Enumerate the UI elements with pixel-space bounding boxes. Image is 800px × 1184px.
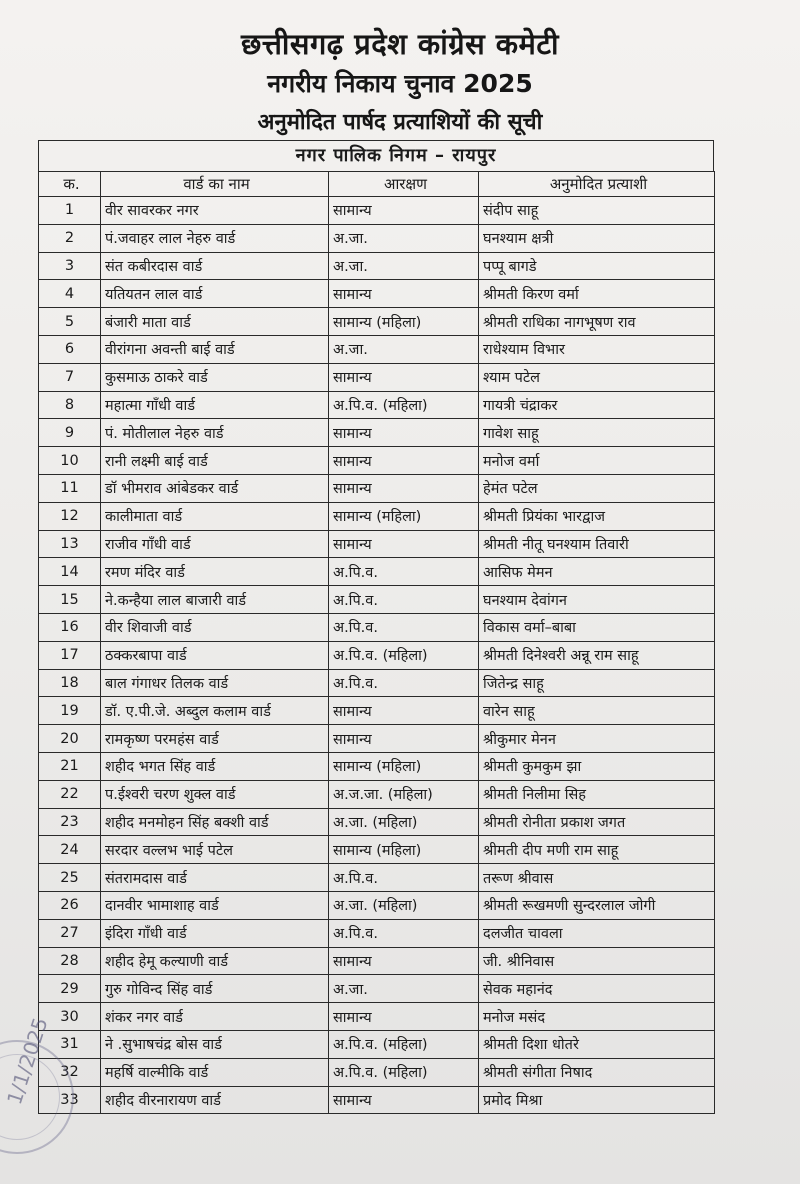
table-row [39, 1030, 715, 1058]
cell-reservation: सामान्य (महिला) [329, 502, 479, 530]
cell-serial: 28 [39, 947, 101, 975]
cell-candidate: जितेन्द्र साहू [479, 669, 715, 697]
table-row [39, 502, 715, 530]
table-row [39, 335, 715, 363]
cell-reservation: अ.पि.व. (महिला) [329, 1030, 479, 1058]
cell-ward-name: महर्षि वाल्मीकि वार्ड [101, 1058, 329, 1086]
cell-candidate: वारेन साहू [479, 697, 715, 725]
cell-reservation: अ.जा. [329, 975, 479, 1003]
cell-reservation: सामान्य (महिला) [329, 308, 479, 336]
table-row [39, 224, 715, 252]
cell-ward-name: सरदार वल्लभ भाई पटेल [101, 836, 329, 864]
cell-ward-name: शहीद हेमू कल्याणी वार्ड [101, 947, 329, 975]
cell-candidate: श्रीमती रोनीता प्रकाश जगत [479, 808, 715, 836]
table-row [39, 558, 715, 586]
cell-ward-name: रमण मंदिर वार्ड [101, 558, 329, 586]
cell-candidate: संदीप साहू [479, 197, 715, 225]
document-subtitle: नगरीय निकाय चुनाव 2025 [267, 69, 533, 98]
cell-candidate: श्रीमती नीतू घनश्याम तिवारी [479, 530, 715, 558]
cell-serial: 17 [39, 641, 101, 669]
table-row [39, 697, 715, 725]
column-header-ward-name: वार्ड का नाम [101, 172, 329, 197]
cell-reservation: अ.पि.व. (महिला) [329, 1058, 479, 1086]
cell-serial: 19 [39, 697, 101, 725]
cell-reservation: अ.पि.व. [329, 558, 479, 586]
cell-reservation: अ.पि.व. (महिला) [329, 391, 479, 419]
cell-serial: 2 [39, 224, 101, 252]
cell-serial: 16 [39, 613, 101, 641]
cell-reservation: सामान्य [329, 1003, 479, 1031]
table-row [39, 308, 715, 336]
cell-candidate: जी. श्रीनिवास [479, 947, 715, 975]
cell-candidate: श्रीमती राधिका नागभूषण राव [479, 308, 715, 336]
table-row [39, 752, 715, 780]
cell-candidate: आसिफ मेमन [479, 558, 715, 586]
table-row [39, 252, 715, 280]
table-row [39, 919, 715, 947]
cell-serial: 18 [39, 669, 101, 697]
cell-serial: 25 [39, 864, 101, 892]
table-row [39, 669, 715, 697]
cell-serial: 3 [39, 252, 101, 280]
cell-ward-name: वीरांगना अवन्ती बाई वार्ड [101, 335, 329, 363]
cell-candidate: पप्पू बागडे [479, 252, 715, 280]
cell-ward-name: संतरामदास वार्ड [101, 864, 329, 892]
table-header-row [39, 172, 715, 197]
table-body [39, 197, 715, 1114]
cell-serial: 5 [39, 308, 101, 336]
cell-ward-name: शंकर नगर वार्ड [101, 1003, 329, 1031]
cell-reservation: अ.ज.जा. (महिला) [329, 780, 479, 808]
cell-serial: 12 [39, 502, 101, 530]
cell-candidate: श्रीमती दीप मणी राम साहू [479, 836, 715, 864]
cell-ward-name: पं. मोतीलाल नेहरु वार्ड [101, 419, 329, 447]
cell-reservation: सामान्य [329, 725, 479, 753]
cell-reservation: सामान्य [329, 947, 479, 975]
cell-reservation: अ.पि.व. [329, 613, 479, 641]
cell-reservation: सामान्य [329, 197, 479, 225]
cell-candidate: श्रीमती रूखमणी सुन्दरलाल जोगी [479, 891, 715, 919]
cell-candidate: मनोज वर्मा [479, 447, 715, 475]
handwritten-signature-date: 1/1/2025 [2, 1014, 53, 1108]
cell-serial: 33 [39, 1086, 101, 1114]
cell-reservation: अ.जा. [329, 252, 479, 280]
cell-serial: 26 [39, 891, 101, 919]
cell-ward-name: ठक्करबापा वार्ड [101, 641, 329, 669]
candidate-table-container [38, 140, 714, 1114]
table-title: नगर पालिक निगम – रायपुर [38, 140, 714, 171]
cell-reservation: अ.जा. (महिला) [329, 891, 479, 919]
cell-serial: 23 [39, 808, 101, 836]
table-row [39, 891, 715, 919]
cell-serial: 30 [39, 1003, 101, 1031]
cell-ward-name: दानवीर भामाशाह वार्ड [101, 891, 329, 919]
cell-ward-name: शहीद मनमोहन सिंह बक्शी वार्ड [101, 808, 329, 836]
candidate-table [38, 171, 715, 1114]
cell-ward-name: शहीद भगत सिंह वार्ड [101, 752, 329, 780]
document-list-heading: अनुमोदित पार्षद प्रत्याशियों की सूची [257, 110, 543, 135]
cell-candidate: हेमंत पटेल [479, 474, 715, 502]
table-row [39, 447, 715, 475]
cell-serial: 29 [39, 975, 101, 1003]
table-row [39, 1003, 715, 1031]
cell-candidate: विकास वर्मा–बाबा [479, 613, 715, 641]
cell-ward-name: प.ईश्वरी चरण शुक्ल वार्ड [101, 780, 329, 808]
cell-candidate: श्रीमती प्रियंका भारद्वाज [479, 502, 715, 530]
cell-candidate: गायत्री चंद्राकर [479, 391, 715, 419]
cell-serial: 31 [39, 1030, 101, 1058]
cell-candidate: श्रीमती कुमकुम झा [479, 752, 715, 780]
cell-reservation: अ.जा. [329, 335, 479, 363]
cell-serial: 7 [39, 363, 101, 391]
document-title: छत्तीसगढ़ प्रदेश कांग्रेस कमेटी [240, 27, 560, 61]
cell-candidate: श्याम पटेल [479, 363, 715, 391]
cell-ward-name: बाल गंगाधर तिलक वार्ड [101, 669, 329, 697]
cell-ward-name: गुरु गोविन्द सिंह वार्ड [101, 975, 329, 1003]
cell-candidate: श्रीमती किरण वर्मा [479, 280, 715, 308]
cell-candidate: गावेश साहू [479, 419, 715, 447]
cell-reservation: सामान्य [329, 280, 479, 308]
table-row [39, 836, 715, 864]
cell-ward-name: रामकृष्ण परमहंस वार्ड [101, 725, 329, 753]
table-row [39, 975, 715, 1003]
column-header-serial: क. [39, 172, 101, 197]
cell-reservation: सामान्य [329, 1086, 479, 1114]
cell-serial: 21 [39, 752, 101, 780]
cell-ward-name: यतियतन लाल वार्ड [101, 280, 329, 308]
cell-ward-name: महात्मा गाँधी वार्ड [101, 391, 329, 419]
column-header-candidate: अनुमोदित प्रत्याशी [479, 172, 715, 197]
cell-serial: 4 [39, 280, 101, 308]
cell-reservation: अ.जा. [329, 224, 479, 252]
cell-candidate: श्रीमती दिनेश्वरी अन्नू राम साहू [479, 641, 715, 669]
cell-ward-name: वीर शिवाजी वार्ड [101, 613, 329, 641]
cell-ward-name: कालीमाता वार्ड [101, 502, 329, 530]
table-row [39, 808, 715, 836]
cell-ward-name: इंदिरा गाँधी वार्ड [101, 919, 329, 947]
cell-serial: 22 [39, 780, 101, 808]
table-row [39, 613, 715, 641]
table-row [39, 780, 715, 808]
cell-reservation: सामान्य [329, 530, 479, 558]
cell-candidate: दलजीत चावला [479, 919, 715, 947]
table-row [39, 1086, 715, 1114]
cell-serial: 24 [39, 836, 101, 864]
table-row [39, 363, 715, 391]
cell-serial: 8 [39, 391, 101, 419]
cell-serial: 32 [39, 1058, 101, 1086]
cell-candidate: श्रीकुमार मेनन [479, 725, 715, 753]
cell-candidate: घनश्याम देवांगन [479, 586, 715, 614]
cell-reservation: सामान्य [329, 697, 479, 725]
table-row [39, 1058, 715, 1086]
cell-serial: 11 [39, 474, 101, 502]
cell-serial: 15 [39, 586, 101, 614]
table-row [39, 280, 715, 308]
table-row [39, 947, 715, 975]
cell-ward-name: डॉ. ए.पी.जे. अब्दुल कलाम वार्ड [101, 697, 329, 725]
cell-ward-name: राजीव गाँधी वार्ड [101, 530, 329, 558]
cell-serial: 20 [39, 725, 101, 753]
cell-reservation: सामान्य (महिला) [329, 752, 479, 780]
cell-ward-name: कुसमाऊ ठाकरे वार्ड [101, 363, 329, 391]
cell-ward-name: पं.जवाहर लाल नेहरु वार्ड [101, 224, 329, 252]
cell-reservation: अ.पि.व. [329, 919, 479, 947]
cell-reservation: सामान्य (महिला) [329, 836, 479, 864]
cell-ward-name: संत कबीरदास वार्ड [101, 252, 329, 280]
cell-reservation: सामान्य [329, 419, 479, 447]
cell-reservation: सामान्य [329, 447, 479, 475]
cell-candidate: सेवक महानंद [479, 975, 715, 1003]
cell-candidate: घनश्याम क्षत्री [479, 224, 715, 252]
cell-reservation: अ.पि.व. (महिला) [329, 641, 479, 669]
column-header-reservation: आरक्षण [329, 172, 479, 197]
cell-reservation: अ.पि.व. [329, 586, 479, 614]
cell-ward-name: शहीद वीरनारायण वार्ड [101, 1086, 329, 1114]
cell-serial: 27 [39, 919, 101, 947]
cell-reservation: सामान्य [329, 363, 479, 391]
cell-reservation: अ.जा. (महिला) [329, 808, 479, 836]
table-row [39, 641, 715, 669]
table-row [39, 474, 715, 502]
cell-serial: 14 [39, 558, 101, 586]
cell-reservation: अ.पि.व. [329, 669, 479, 697]
cell-reservation: अ.पि.व. [329, 864, 479, 892]
cell-ward-name: रानी लक्ष्मी बाई वार्ड [101, 447, 329, 475]
table-row [39, 864, 715, 892]
cell-candidate: प्रमोद मिश्रा [479, 1086, 715, 1114]
cell-ward-name: वीर सावरकर नगर [101, 197, 329, 225]
table-row [39, 586, 715, 614]
cell-ward-name: बंजारी माता वार्ड [101, 308, 329, 336]
cell-candidate: राधेश्याम विभार [479, 335, 715, 363]
cell-ward-name: डॉ भीमराव आंबेडकर वार्ड [101, 474, 329, 502]
table-row [39, 197, 715, 225]
cell-serial: 1 [39, 197, 101, 225]
cell-serial: 10 [39, 447, 101, 475]
cell-candidate: श्रीमती निलीमा सिह [479, 780, 715, 808]
cell-candidate: श्रीमती दिशा धोतरे [479, 1030, 715, 1058]
cell-candidate: मनोज मसंद [479, 1003, 715, 1031]
cell-ward-name: ने .सुभाषचंद्र बोस वार्ड [101, 1030, 329, 1058]
table-row [39, 419, 715, 447]
cell-serial: 9 [39, 419, 101, 447]
cell-serial: 6 [39, 335, 101, 363]
cell-ward-name: ने.कन्हैया लाल बाजारी वार्ड [101, 586, 329, 614]
cell-candidate: तरूण श्रीवास [479, 864, 715, 892]
table-row [39, 530, 715, 558]
table-row [39, 391, 715, 419]
cell-serial: 13 [39, 530, 101, 558]
cell-candidate: श्रीमती संगीता निषाद [479, 1058, 715, 1086]
table-row [39, 725, 715, 753]
cell-reservation: सामान्य [329, 474, 479, 502]
